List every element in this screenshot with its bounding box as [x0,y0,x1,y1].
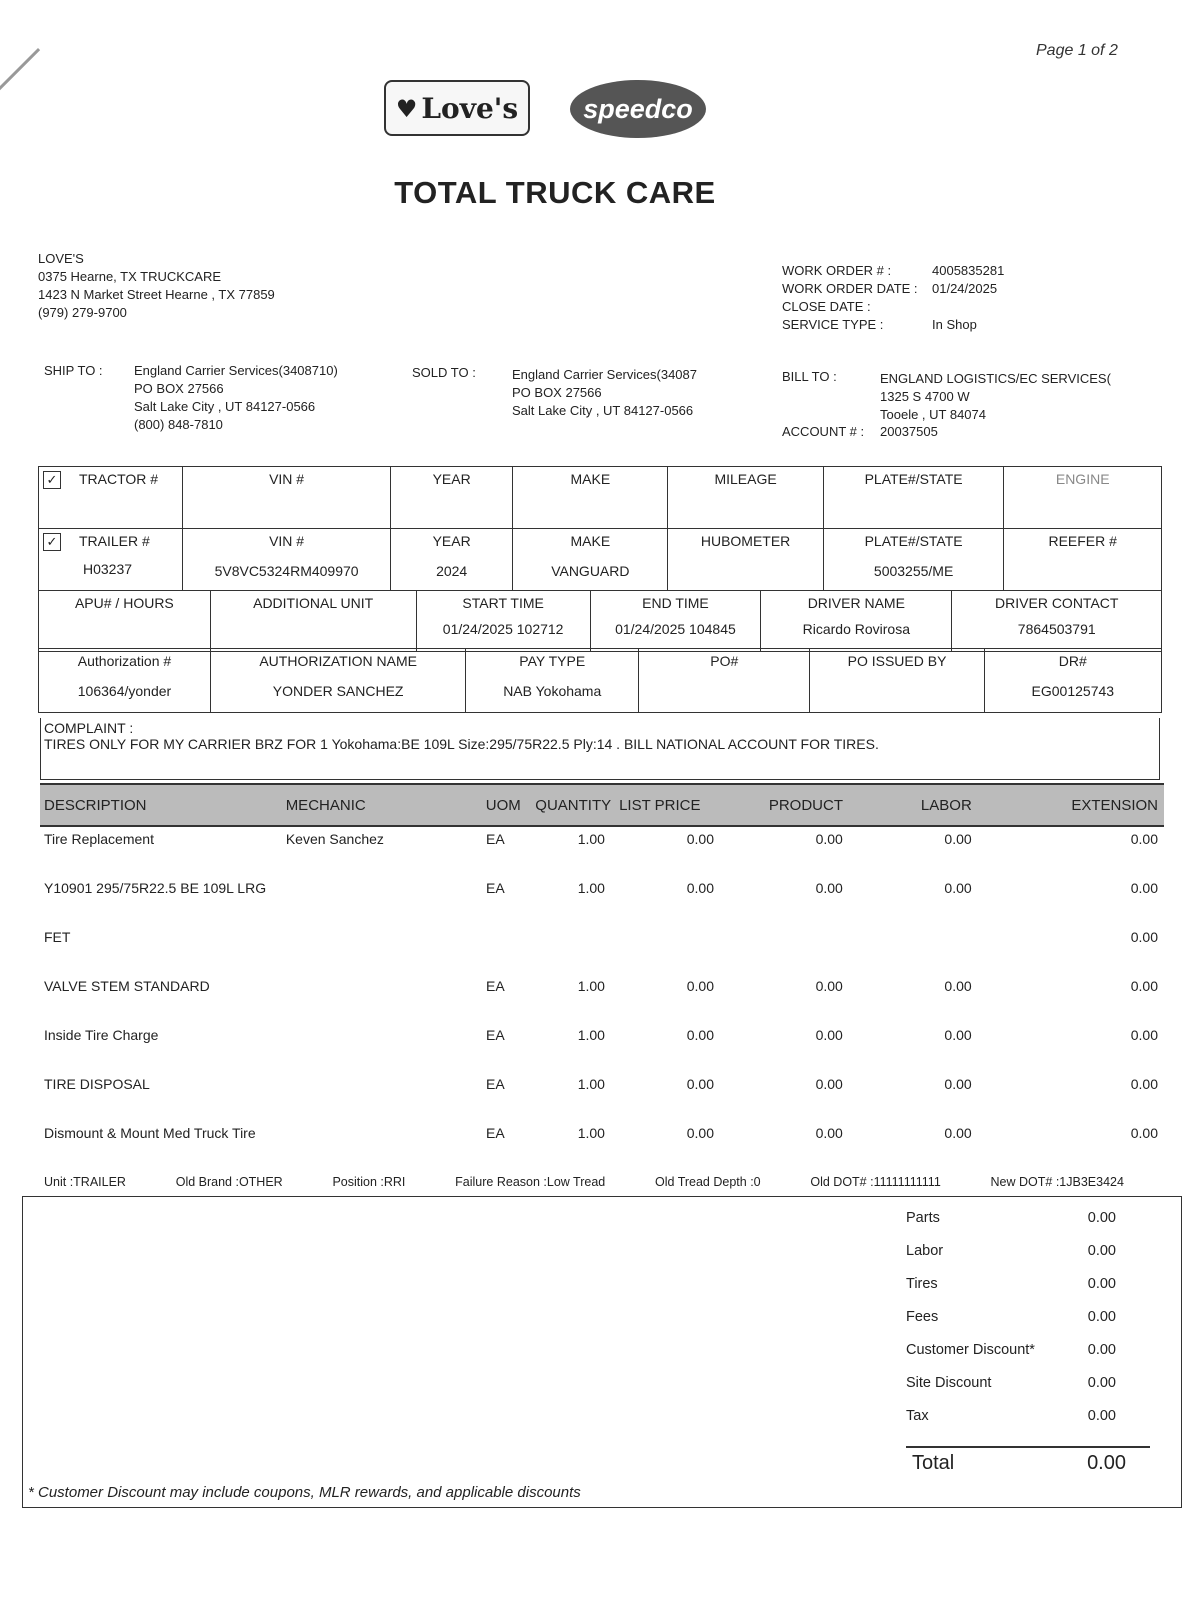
item-description: Y10901 295/75R22.5 BE 109L LRG [44,880,267,896]
item-description: Dismount & Mount Med Truck Tire [44,1125,256,1141]
totals-customer-discount-value: 0.00 [1087,1342,1116,1358]
sold-to-line: Salt Lake City , UT 84127-0566 [512,403,694,418]
totals-tax-label: Tax [906,1408,929,1424]
line-item-row [40,1121,1164,1170]
ship-to-line: PO BOX 27566 [134,381,224,396]
apu-label: APU# / HOURS [74,595,174,611]
end-time: 01/24/2025 104845 [615,621,736,637]
trailer-year-cell [390,529,512,591]
tire-old-tread-depth: Old Tread Depth :0 [655,1175,761,1189]
item-product: 0.00 [815,1027,843,1043]
speedco-logo [570,80,706,138]
complaint-box [40,718,1160,780]
authorization-name-cell [210,649,465,713]
item-list-price: 0.00 [686,1027,714,1043]
ship-to-line: Salt Lake City , UT 84127-0566 [134,399,316,414]
header-quantity: QUANTITY [535,796,612,814]
item-uom: EA [486,1027,505,1043]
item-description: TIRE DISPOSAL [44,1076,150,1092]
trailer-plate: 5003255/ME [873,563,954,579]
totals-row [906,1342,1116,1375]
total-divider [906,1446,1150,1448]
totals-fees-value: 0.00 [1087,1309,1116,1325]
tire-old-brand: Old Brand :OTHER [175,1175,283,1189]
sold-to-line: PO BOX 27566 [512,385,602,400]
trailer-hubometer-label: HUBOMETER [700,533,791,549]
store-phone: (979) 279-9700 [38,305,127,320]
tire-old-dot: Old DOT# :11111111111 [810,1175,941,1189]
totals-fees-label: Fees [906,1309,939,1325]
dr-number-cell [984,649,1161,713]
line-items-header [40,783,1164,827]
line-item-row [40,1072,1164,1121]
totals-labor-value: 0.00 [1087,1243,1116,1259]
service-time-table [38,590,1162,652]
trailer-make-label: MAKE [570,533,611,549]
vehicle-info-table [38,466,1162,591]
ship-to-line: (800) 848-7810 [134,417,223,432]
end-time-label: END TIME [642,595,709,611]
item-extension: 0.00 [1130,1027,1158,1043]
item-quantity: 1.00 [577,978,605,994]
grand-total-value: 0.00 [1087,1452,1126,1474]
item-product: 0.00 [815,1076,843,1092]
sold-to-address [512,366,697,420]
work-order-date-label: WORK ORDER DATE : [782,281,918,296]
pay-type: NAB Yokohama [503,683,602,699]
tractor-vin-label: VIN # [269,471,305,487]
checkbox-checked-icon: ✓ [43,533,61,551]
po-issued-by-cell [810,649,984,713]
trailer-plate-label: PLATE#/STATE [864,533,963,549]
tractor-mileage-cell [668,467,824,529]
service-type-label: SERVICE TYPE : [782,317,884,332]
tractor-label: TRACTOR # [79,471,159,487]
item-extension: 0.00 [1130,880,1158,896]
work-order-labels [782,262,918,334]
trailer-vin-label: VIN # [269,533,305,549]
close-date [932,298,1004,316]
item-mechanic: Keven Sanchez [285,831,384,847]
item-product: 0.00 [815,831,843,847]
grand-total [912,1452,1126,1475]
loves-logo [384,80,530,136]
tractor-year-label: YEAR [432,471,471,487]
item-extension: 0.00 [1130,1076,1158,1092]
item-uom: EA [486,880,505,896]
service-type: In Shop [932,317,977,332]
item-uom: EA [486,831,505,847]
item-list-price: 0.00 [686,1125,714,1141]
apu-cell [39,591,211,652]
header-product: PRODUCT [768,796,844,814]
po-issued-by-label: PO ISSUED BY [847,653,947,669]
staple-mark [0,48,40,93]
additional-unit-cell [210,591,416,652]
totals-labor-label: Labor [906,1243,944,1259]
item-quantity: 1.00 [577,1076,605,1092]
line-item-row [40,974,1164,1023]
driver-contact-cell [952,591,1162,652]
line-item-row [40,827,1164,876]
item-extension: 0.00 [1130,929,1158,945]
start-time-label: START TIME [462,595,544,611]
item-quantity: 1.00 [577,880,605,896]
line-item-row [40,925,1164,974]
ship-to-line: England Carrier Services(3408710) [134,363,338,378]
item-list-price: 0.00 [686,978,714,994]
work-order-number-label: WORK ORDER # : [782,263,892,278]
end-time-cell [590,591,760,652]
totals-parts-label: Parts [906,1210,940,1226]
work-order-date: 01/24/2025 [932,281,998,296]
item-product: 0.00 [815,1125,843,1141]
tire-position: Position :RRI [332,1175,406,1189]
totals-tires-value: 0.00 [1087,1276,1116,1292]
line-items-table [40,783,1164,1170]
grand-total-label: Total [912,1452,955,1474]
line-item-row [40,876,1164,925]
store-address [38,250,275,322]
trailer-cell [39,529,183,591]
item-extension: 0.00 [1130,978,1158,994]
item-labor: 0.00 [944,978,972,994]
bill-to-address [880,370,1111,424]
item-extension: 0.00 [1130,831,1158,847]
tractor-mileage-label: MILEAGE [714,471,777,487]
trailer-number: H03237 [83,561,133,577]
ship-to-address [134,362,338,434]
totals-tax-value: 0.00 [1087,1408,1116,1424]
po-number-cell [639,649,810,713]
item-labor: 0.00 [944,1125,972,1141]
driver-name-cell [761,591,952,652]
document-title: TOTAL TRUCK CARE [394,175,716,210]
tractor-engine-cell [1004,467,1162,529]
trailer-year-label: YEAR [432,533,471,549]
totals-table [906,1210,1116,1441]
sold-to-line: England Carrier Services(34087 [512,367,697,382]
item-labor: 0.00 [944,880,972,896]
item-description: Inside Tire Charge [44,1027,159,1043]
item-extension: 0.00 [1130,1125,1158,1141]
tractor-make-cell [513,467,668,529]
ship-to-label: SHIP TO : [44,363,103,378]
authorization-number-label: Authorization # [77,653,172,669]
item-description: FET [44,929,71,945]
tire-unit: Unit :TRAILER [44,1175,126,1189]
additional-unit-label: ADDITIONAL UNIT [253,595,374,611]
page-number: Page 1 of 2 [1036,42,1118,59]
trailer-hubometer-cell [668,529,824,591]
totals-row [906,1243,1116,1276]
totals-row [906,1210,1116,1243]
checkbox-checked-icon: ✓ [43,471,61,489]
item-uom: EA [486,1076,505,1092]
start-time: 01/24/2025 102712 [442,621,564,637]
header-mechanic: MECHANIC [285,796,366,814]
dr-number: EG00125743 [1031,683,1115,699]
authorization-table [38,648,1162,713]
item-quantity: 1.00 [577,1125,605,1141]
tractor-plate-label: PLATE#/STATE [864,471,963,487]
trailer-vin: 5V8VC5324RM409970 [214,563,359,579]
store-line-2: 1423 N Market Street Hearne , TX 77859 [38,287,275,302]
account-number: 20037505 [880,424,938,439]
totals-row [906,1375,1116,1408]
trailer-make: VANGUARD [551,563,630,579]
totals-customer-discount-label: Customer Discount* [906,1342,1035,1358]
item-list-price: 0.00 [686,880,714,896]
po-number-label: PO# [710,653,739,669]
tire-failure-reason: Failure Reason :Low Tread [455,1175,606,1189]
discount-footnote: * Customer Discount may include coupons, MLR rewards, and applicable discounts [28,1484,581,1501]
trailer-label: TRAILER # [79,533,150,549]
tractor-make-label: MAKE [570,471,611,487]
trailer-reefer-cell [1004,529,1162,591]
totals-row [906,1276,1116,1309]
line-items-body [40,827,1164,1170]
item-product: 0.00 [815,880,843,896]
driver-name-label: DRIVER NAME [807,595,905,611]
totals-tires-label: Tires [906,1276,938,1292]
trailer-reefer-label: REEFER # [1048,533,1117,549]
trailer-year: 2024 [436,563,468,579]
authorization-number: 106364/yonder [77,683,172,699]
driver-contact-label: DRIVER CONTACT [995,595,1119,611]
item-uom: EA [486,1125,505,1141]
driver-name: Ricardo Rovirosa [802,621,910,637]
store-name: LOVE'S [38,251,84,266]
dr-number-label: DR# [1058,653,1087,669]
item-list-price: 0.00 [686,1076,714,1092]
tractor-cell [39,467,183,529]
tractor-engine-label: ENGINE [1055,471,1110,487]
line-item-row [40,1023,1164,1072]
tractor-plate-cell [823,467,1004,529]
totals-site-discount-label: Site Discount [906,1375,992,1391]
header-list-price: LIST PRICE [619,796,701,814]
pay-type-label: PAY TYPE [519,653,586,669]
work-order-number: 4005835281 [932,263,1005,278]
trailer-vin-cell [183,529,391,591]
complaint-label: COMPLAINT : [44,720,134,736]
speedco-logo-text: speedco [583,93,693,124]
sold-to-label: SOLD TO : [412,365,476,380]
item-list-price: 0.00 [686,831,714,847]
bill-to-line: ENGLAND LOGISTICS/EC SERVICES( [880,371,1111,386]
driver-contact: 7864503791 [1017,621,1096,637]
account-label: ACCOUNT # : [782,424,865,439]
authorization-number-cell [39,649,211,713]
complaint-text: TIRES ONLY FOR MY CARRIER BRZ FOR 1 Yokohama:BE 109L Size:295/75R22.5 Ply:14 . BILL NATIONAL ACCOUNT FOR TIRES. [44,736,879,752]
authorization-name-label: AUTHORIZATION NAME [259,653,417,669]
tractor-vin-cell [183,467,391,529]
totals-parts-value: 0.00 [1087,1210,1116,1226]
start-time-cell [416,591,590,652]
totals-row [906,1408,1116,1441]
item-description: Tire Replacement [44,831,154,847]
heart-icon: ♥ [395,93,418,123]
tractor-year-cell [390,467,512,529]
close-date-label: CLOSE DATE : [782,299,871,314]
item-labor: 0.00 [944,1076,972,1092]
item-uom: EA [486,978,505,994]
item-product: 0.00 [815,978,843,994]
loves-logo-text: Love's [421,91,519,125]
pay-type-cell [466,649,639,713]
work-order-values [932,262,1004,334]
bill-to-label: BILL TO : [782,369,837,384]
bill-to-line: Tooele , UT 84074 [880,407,986,422]
header-extension: EXTENSION [1071,796,1158,814]
trailer-make-cell [513,529,668,591]
store-line-1: 0375 Hearne, TX TRUCKCARE [38,269,222,284]
totals-row [906,1309,1116,1342]
totals-site-discount-value: 0.00 [1087,1375,1116,1391]
trailer-plate-cell [823,529,1004,591]
item-quantity: 1.00 [577,1027,605,1043]
item-labor: 0.00 [944,1027,972,1043]
header-labor: LABOR [920,796,972,814]
header-description: DESCRIPTION [44,796,147,814]
item-quantity: 1.00 [577,831,605,847]
header-uom: UOM [485,796,521,814]
authorization-name: YONDER SANCHEZ [272,683,404,699]
item-labor: 0.00 [944,831,972,847]
bill-to-line: 1325 S 4700 W [880,389,970,404]
tire-info-row [44,1175,1124,1189]
item-description: VALVE STEM STANDARD [44,978,210,994]
tire-new-dot: New DOT# :1JB3E3424 [990,1175,1124,1189]
